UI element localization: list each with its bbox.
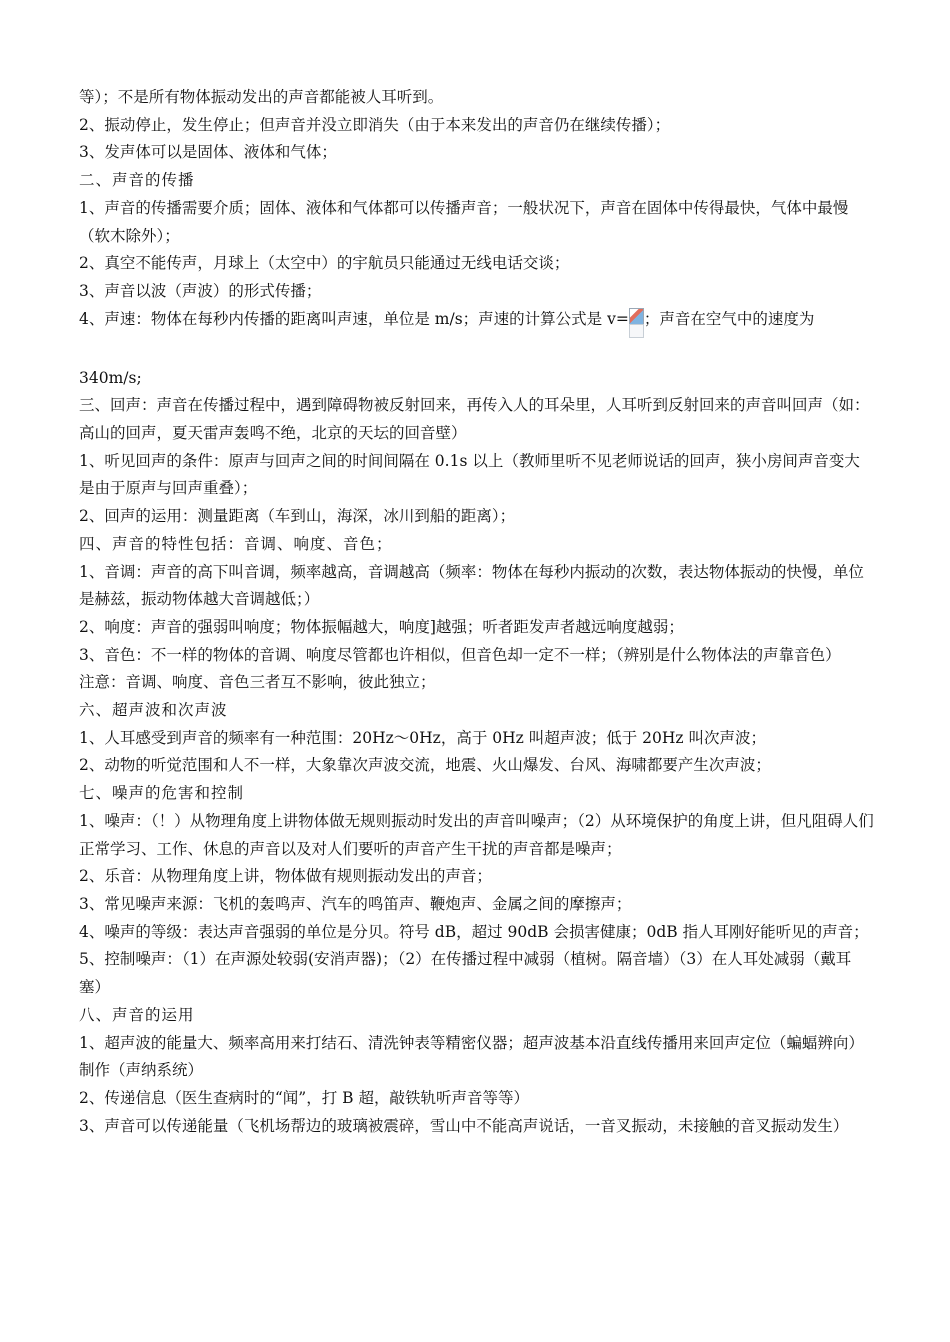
list-item: 2、回声的运用：测量距离（车到山，海深，冰川到船的距离）；	[79, 507, 516, 526]
section-heading-echo: 三、回声：声音在传播过程中，遇到障碍物被反射回来，再传入人的耳朵里，人耳听到反射回来的声音叫回声（如：高山的回声，夏天雷声轰鸣不绝，北京的天坛的回音壁）	[79, 396, 870, 443]
list-item: 5、控制噪声：（1）在声源处较弱(安消声器)；（2）在传播过程中减弱（植树。隔音墙）（3）在人耳处减弱（戴耳塞）	[79, 950, 852, 997]
section-heading-characteristics: 四、声音的特性包括：音调、响度、音色；	[79, 534, 393, 553]
list-item: 3、声音以波（声波）的形式传播；	[79, 281, 322, 300]
list-item: 2、传递信息（医生查病时的“闻”，打 B 超，敲铁轨听声音等等）	[79, 1088, 529, 1107]
section-heading-ultrasound: 六、超声波和次声波	[79, 701, 228, 720]
list-item: 1、噪声：（！）从物理角度上讲物体做无规则振动时发出的声音叫噪声；（2）从环境保护的角度上讲，但凡阻碍人们正常学习、工作、休息的声音以及对人们要听的声音产生干扰的声音都是噪声；	[79, 811, 874, 858]
list-item: 1、人耳感受到声音的频率有一种范围：20Hz～0Hz，高于 0Hz 叫超声波；低于 20Hz 叫次声波；	[79, 728, 766, 747]
list-item: 3、常见噪声来源：飞机的轰鸣声、汽车的鸣笛声、鞭炮声、金属之间的摩擦声；	[79, 894, 632, 913]
paragraph-continuation: 等）；不是所有物体振动发出的声音都能被人耳听到。	[79, 88, 444, 106]
list-item-speed-of-sound	[79, 306, 874, 338]
speed-value: 340m/s;	[79, 368, 142, 387]
list-item: 2、振动停止，发生停止；但声音并没立即消失（由于本来发出的声音仍在继续传播）；	[79, 115, 671, 134]
section-heading-propagation: 二、声音的传播	[79, 171, 195, 190]
list-item: 3、音色：不一样的物体的音调、响度尽管都也许相似，但音色却一定不一样；（辨别是什么物体法的声靠音色）	[79, 645, 841, 664]
formula-spacer	[79, 338, 874, 365]
list-item: 2、动物的听觉范围和人不一样，大象靠次声波交流，地震、火山爆发、台风、海啸都要产生次声波；	[79, 756, 771, 775]
speed-text-before-formula: 4、声速：物体在每秒内传播的距离叫声速，单位是 m/s；声速的计算公式是 v=	[79, 309, 629, 328]
list-item: 1、音调：声音的高下叫音调，频率越高，音调越高（频率：物体在每秒内振动的次数，表达物体振动的快慢，单位是赫兹，振动物体越大音调越低；）	[79, 562, 864, 609]
list-item: 2、乐音：从物理角度上讲，物体做有规则振动发出的声音；	[79, 867, 492, 886]
list-item: 3、发声体可以是固体、液体和气体；	[79, 143, 337, 162]
list-item: 1、听见回声的条件：原声与回声之间的时间间隔在 0.1s 以上（教师里听不见老师说话的回声，狭小房间声音变大是由于原声与回声重叠）；	[79, 451, 860, 498]
list-item: 2、响度：声音的强弱叫响度；物体振幅越大，响度]越强；听者距发声者越远响度越弱；	[79, 617, 684, 636]
speed-text-after-formula: ；声音在空气中的速度为	[643, 309, 815, 328]
list-item: 2、真空不能传声，月球上（太空中）的宇航员只能通过无线电话交谈；	[79, 254, 570, 273]
list-item: 3、声音可以传递能量（飞机场帮边的玻璃被震碎，雪山中不能高声说话，一音叉振动，未接触的音叉振动发生）	[79, 1116, 849, 1135]
note: 注意：音调、响度、音色三者互不影响，彼此独立；	[79, 673, 436, 692]
list-item: 1、超声波的能量大、频率高用来打结石、清洗钟表等精密仪器；超声波基本沿直线传播用来回声定位（蝙蝠辨向）制作（声纳系统）	[79, 1033, 864, 1080]
section-heading-applications: 八、声音的运用	[79, 1005, 195, 1024]
section-heading-noise: 七、噪声的危害和控制	[79, 784, 245, 803]
list-item: 4、噪声的等级：表达声音强弱的单位是分贝。符号 dB，超过 90dB 会损害健康；0dB 指人耳刚好能听见的声音；	[79, 922, 869, 941]
formula-image-icon	[629, 308, 644, 338]
document-body	[79, 84, 874, 1140]
list-item: 1、声音的传播需要介质；固体、液体和气体都可以传播声音；一般状况下，声音在固体中传得最快，气体中最慢（软木除外）；	[79, 198, 849, 245]
